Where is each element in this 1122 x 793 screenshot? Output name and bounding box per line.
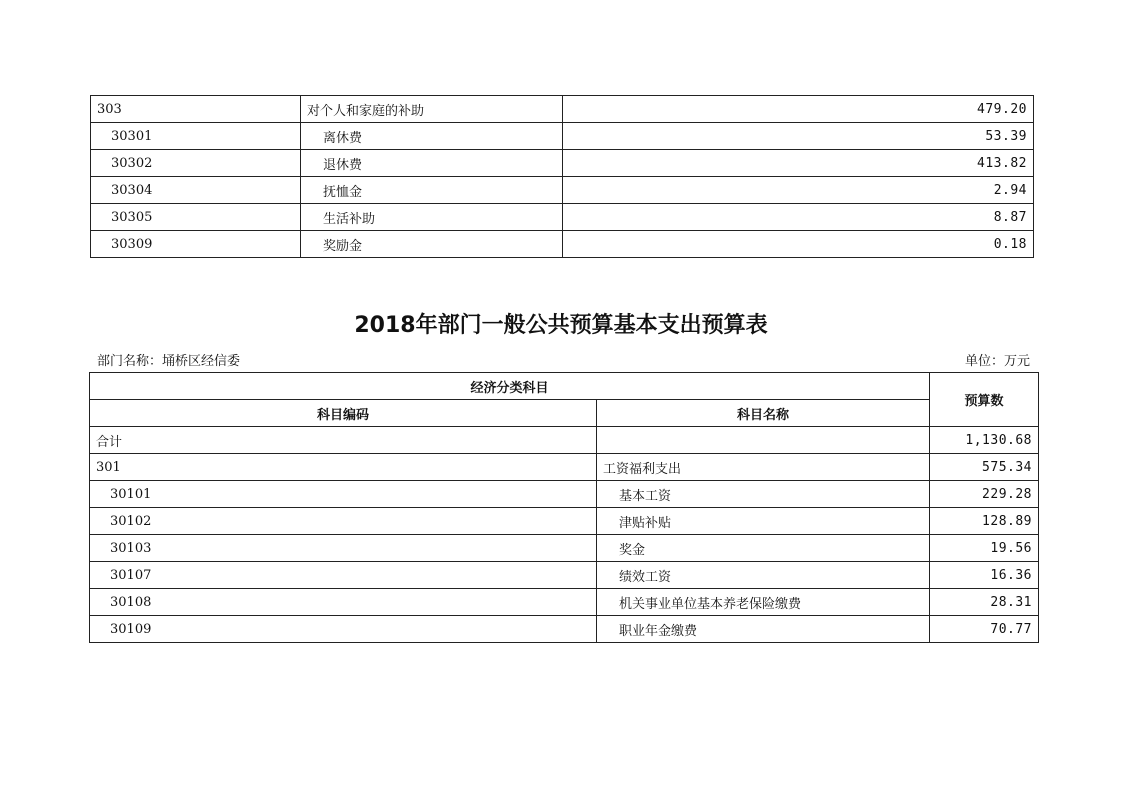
budget-amount: 479.20 [563, 96, 1034, 123]
budget-amount: 0.18 [563, 231, 1034, 258]
budget-amount: 28.31 [930, 589, 1039, 616]
page-title: 2018年部门一般公共预算基本支出预算表 [354, 313, 768, 338]
table-row [90, 508, 1039, 535]
subject-name: 基本工资 [597, 481, 930, 508]
subject-name: 工资福利支出 [597, 454, 930, 481]
top-budget-table [90, 95, 1034, 258]
table-row [91, 231, 1034, 258]
subject-name: 离休费 [301, 123, 563, 150]
subject-code: 30108 [90, 589, 597, 616]
subject-name: 绩效工资 [597, 562, 930, 589]
budget-amount: 2.94 [563, 177, 1034, 204]
table-row [90, 481, 1039, 508]
table-row [91, 96, 1034, 123]
subject-code: 30103 [90, 535, 597, 562]
total-row [90, 427, 1039, 454]
table-row [91, 177, 1034, 204]
subject-name: 津贴补贴 [597, 508, 930, 535]
subject-name: 奖励金 [301, 231, 563, 258]
total-label: 合计 [90, 427, 597, 454]
table-row [91, 204, 1034, 231]
total-name-cell [597, 427, 930, 454]
table-row [90, 616, 1039, 643]
subject-code: 30109 [90, 616, 597, 643]
subject-name: 机关事业单位基本养老保险缴费 [597, 589, 930, 616]
subject-name: 生活补助 [301, 204, 563, 231]
subject-name: 奖金 [597, 535, 930, 562]
table-row [91, 150, 1034, 177]
budget-amount: 70.77 [930, 616, 1039, 643]
table-header [90, 373, 1039, 427]
total-amount: 1,130.68 [930, 427, 1039, 454]
unit-label: 单位：万元 [964, 354, 1030, 369]
subject-code: 30302 [91, 150, 301, 177]
subject-code: 30309 [91, 231, 301, 258]
header-subject-name: 科目名称 [597, 400, 930, 427]
table-row [90, 562, 1039, 589]
main-table-body [90, 427, 1039, 643]
subject-code: 30107 [90, 562, 597, 589]
budget-amount: 8.87 [563, 204, 1034, 231]
subject-name: 抚恤金 [301, 177, 563, 204]
subject-code: 30102 [90, 508, 597, 535]
budget-amount: 128.89 [930, 508, 1039, 535]
header-subject-code: 科目编码 [90, 400, 597, 427]
budget-amount: 16.36 [930, 562, 1039, 589]
table-row [91, 123, 1034, 150]
subject-name: 对个人和家庭的补助 [301, 96, 563, 123]
top-table-body [91, 96, 1034, 258]
table-row [90, 589, 1039, 616]
department-label: 部门名称：埇桥区经信委 [97, 354, 241, 369]
budget-amount: 575.34 [930, 454, 1039, 481]
subject-code: 30301 [91, 123, 301, 150]
subject-code: 30305 [91, 204, 301, 231]
subject-code: 30304 [91, 177, 301, 204]
header-budget-amount: 预算数 [930, 373, 1039, 427]
header-economic-category: 经济分类科目 [90, 373, 930, 400]
table-row [90, 454, 1039, 481]
subject-name: 职业年金缴费 [597, 616, 930, 643]
budget-amount: 53.39 [563, 123, 1034, 150]
table-row [90, 535, 1039, 562]
subject-code: 30101 [90, 481, 597, 508]
subject-code: 303 [91, 96, 301, 123]
budget-amount: 19.56 [930, 535, 1039, 562]
subject-name: 退休费 [301, 150, 563, 177]
basic-expenditure-table [89, 372, 1039, 643]
subject-code: 301 [90, 454, 597, 481]
budget-amount: 229.28 [930, 481, 1039, 508]
budget-amount: 413.82 [563, 150, 1034, 177]
